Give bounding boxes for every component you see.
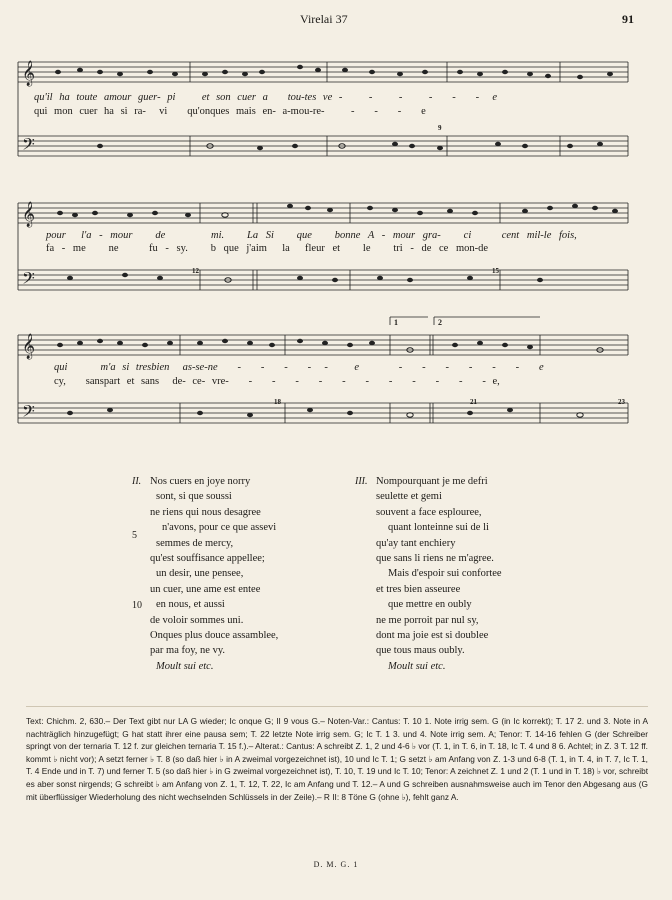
poem-line: que sans li riens ne m'agree. [376, 553, 494, 565]
poem-line: de voloir sommes uni. [150, 614, 244, 626]
poem-line: un cuer, une ame est entee [150, 583, 261, 595]
poem-line: qu'ay tant enchiery [376, 537, 456, 549]
measure-number: 18 [274, 398, 281, 406]
poem-line: et tres bien asseuree [376, 583, 461, 595]
poem-line: dont ma joie est si doublee [376, 630, 489, 642]
poem-line: semmes de mercy, [156, 537, 234, 549]
poem-line: souvent a face esplouree, [376, 506, 482, 518]
stanza-3 [376, 474, 502, 674]
lyrics-line-2: qui mon cuer ha si ra- vi qu'onques mais en- a-mou-re- - - - e [34, 106, 426, 117]
poem-line: par ma foy, ne vy. [150, 645, 226, 657]
stanza-numeral: III. [355, 476, 368, 487]
lyrics-line-1: qui m'a si tresbien as-se-ne - - - - - e - - - - - - e [54, 362, 544, 373]
poem-line: en nous, et aussi [156, 599, 225, 611]
measure-number: 21 [470, 398, 477, 406]
lyrics-line-1: qu'il ha toute amour guer- pi et son cuer a tou-tes ve - - - - - - e [34, 92, 498, 103]
line-number: 10 [132, 600, 142, 611]
poem-line: ne me porroit par nul sy, [376, 614, 479, 626]
poem-line: Mais d'espoir sui confortee [388, 568, 502, 580]
stanza-numeral: II. [132, 476, 142, 487]
poem-line: n'avons, pour ce que assevi [162, 522, 277, 534]
poem-line: que tous maus oubly. [376, 645, 465, 657]
stanza-2 [150, 474, 278, 674]
line-number: 5 [132, 530, 137, 541]
page-title: Virelai 37 [300, 12, 348, 26]
svg-text:𝄢: 𝄢 [22, 136, 35, 158]
poem-line: Nompourquant je me defri [376, 476, 488, 487]
poem-line: seulette et gemi [376, 491, 442, 503]
divider [26, 706, 648, 707]
critical-notes: Text: Chichm. 2, 630.– Der Text gibt nur LA G wieder; Ic onque G; II 9 vous G.– Noten-Var.: Cantus: T. 10 1. Note irrig sem. G (in Ic korrekt); T. 17 2. und 3. Note in A nachträglich hinzugefügt; G hat statt ihrer eine pausa sem; T. 22 letzte Note irrig sem. G; Ic T. 1 3. und 4. Note irrig sem. A; Tenor: T. 14-16 fehlen G (der Schreiber springt von der ternaria T. 12 f. zur gleichen ternaria T. 15 f.).– Alterat.: Cantus: A schreibt Z. 1, 2 und 4-6 ♭ vor (T. 1, in T. 6, in T. 18, Ic T. 4 und 8 6. Achtel; in Z. 3 T. 12 ff. kommt ♭ nicht vor); A setzt ferner ♭ T. 8 (so daß hier ♭ in A zweimal vorgezeichnet ist), 10 und Ic T. 1; G setzt ♭ am Anfang von Z. 1-3 und 6-8 (T. 1, in T. 4, in T. 7, Ic T. 1, T. 4 Ende und in T. 7) und ferner T. 5 (so daß hier ♭ in G zweimal vorgezeichnet ist), T. 10, T. 19 und Ic T. 10; Tenor: A zeichnet Z. 1 und 2 (T. 1 und in T. 18) ♭ vor, schreibt es aber sonst nirgends; G schreibt ♭ am Anfang von Z. 1, T. 12, T. 22, Ic am Anfang und T. 12.– A und G schreiben ausnahmsweise auch im Tenor den Abgesang aus (G mit überflüssiger Wiederholung des nicht wechselnden Schlüssels in der Zeile).– R II: 8 Töne G (ohne ♭), fehlt ganz A. [26, 716, 648, 802]
svg-text:𝄢: 𝄢 [22, 270, 35, 292]
poem-line: sont, si que soussi [156, 491, 232, 503]
measure-number: 9 [438, 124, 442, 132]
footer-signature: D. M. G. 1 [313, 860, 359, 869]
poem-line: un desir, une pensee, [156, 568, 244, 580]
refrain-cue: Moult sui etc. [388, 660, 446, 672]
svg-text:𝄞: 𝄞 [22, 333, 36, 358]
svg-text:𝄞: 𝄞 [22, 60, 36, 85]
poem-line: qu'est souffisance appellee; [150, 553, 265, 565]
svg-text:𝄢: 𝄢 [22, 403, 35, 425]
poem-line: Onques plus douce assamblee, [150, 630, 279, 642]
page-number: 91 [622, 12, 634, 26]
volta-2: 2 [438, 318, 442, 327]
volta-1: 1 [394, 318, 398, 327]
lyrics-line-1: pour l'a - mour de mi. La Si que bonne A - mour gra- ci cent mil-le fois, [46, 230, 577, 241]
measure-number: 15 [492, 267, 499, 275]
refrain-cue: Moult sui etc. [156, 660, 214, 672]
lyrics-line-2: fa - me ne fu - sy. b que j'aim la fleur et le tri - de ce mon-de [46, 243, 489, 254]
svg-text:𝄞: 𝄞 [22, 201, 36, 226]
poem-line: que mettre en oubly [388, 599, 472, 611]
poem-line: Nos cuers en joye norry [150, 476, 251, 487]
measure-number: 12 [192, 267, 199, 275]
poem-line: quant lonteinne sui de li [388, 522, 489, 534]
poem-line: ne riens qui nous desagree [150, 506, 261, 518]
music-system-1 [0, 0, 672, 175]
lyrics-line-2: cy, sanspart et sans de- ce- vre- - - - - - - - - - - - e, [54, 376, 500, 387]
measure-number: 23 [618, 398, 625, 406]
